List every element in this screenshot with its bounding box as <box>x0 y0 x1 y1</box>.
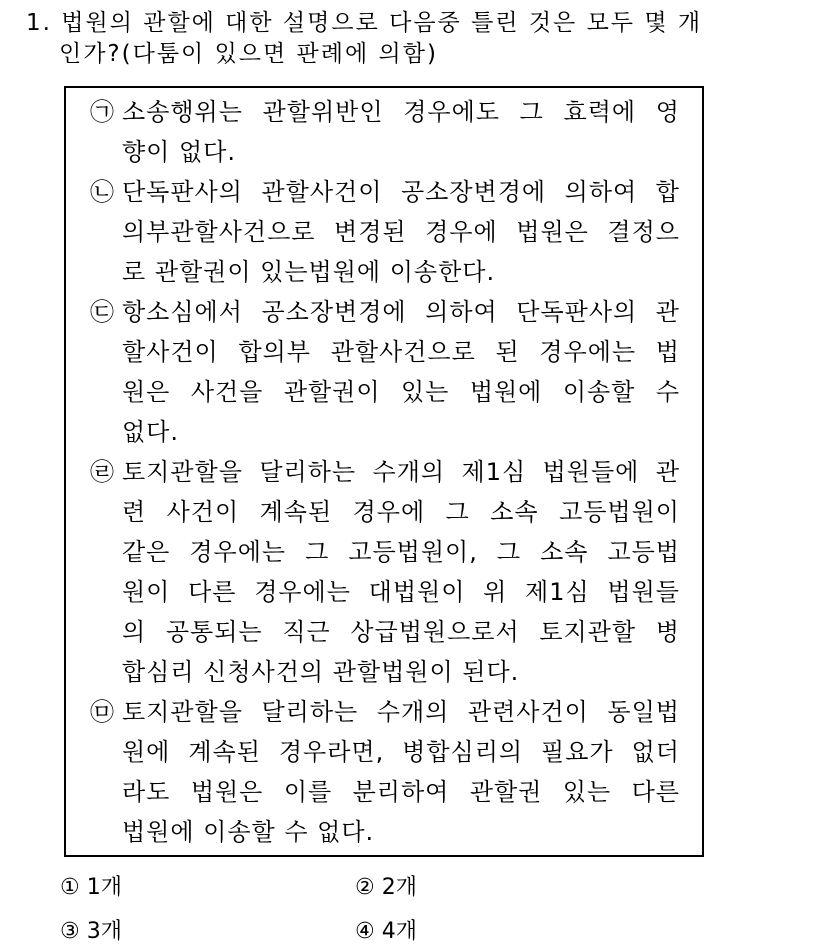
statement-text: 로 관할권이 있는법원에 이송한다. <box>122 258 496 286</box>
statement-line <box>90 652 680 692</box>
statement-text: 의부관할사건으로 변경된 경우에 법원은 결정으 <box>122 218 680 246</box>
statement-4 <box>90 452 680 692</box>
statement-marker: ㉡ <box>90 178 115 206</box>
statement-text: 의 공통되는 직근 상급법원으로서 토지관할 병 <box>122 618 680 646</box>
statement-line <box>90 692 680 732</box>
statement-text: 토지관할을 달리하는 수개의 관련사건이 동일법 <box>122 698 680 726</box>
statement-marker: ㉤ <box>90 698 115 726</box>
statement-text: 항소심에서 공소장변경에 의하여 단독판사의 관 <box>122 298 680 326</box>
statement-line <box>90 372 680 412</box>
statement-line <box>90 172 680 212</box>
statement-text: 같은 경우에는 그 고등법원이, 그 소속 고등법 <box>122 538 680 566</box>
statement-line <box>90 412 680 452</box>
statement-line <box>90 532 680 572</box>
statement-2 <box>90 172 680 292</box>
statement-text: 향이 없다. <box>122 138 236 166</box>
statement-line <box>90 92 680 132</box>
statement-line <box>90 292 680 332</box>
statement-text: 원은 사건을 관할권이 있는 법원에 이송할 수 <box>122 378 680 406</box>
statement-5 <box>90 692 680 852</box>
statement-marker: ㉣ <box>90 458 115 486</box>
statement-1 <box>90 92 680 172</box>
statement-text: 할사건이 합의부 관할사건으로 된 경우에는 법 <box>122 338 680 366</box>
choice-3[interactable]: ③ 3개 <box>60 919 122 944</box>
statement-line <box>90 252 680 292</box>
statement-marker: ㉢ <box>90 298 115 326</box>
question-stem <box>26 8 816 70</box>
statement-text: 원이 다른 경우에는 대법원이 위 제1심 법원들 <box>122 578 680 606</box>
statement-line <box>90 612 680 652</box>
choice-1[interactable]: ① 1개 <box>60 875 122 900</box>
statement-text: 련 사건이 계속된 경우에 그 소속 고등법원이 <box>122 498 680 526</box>
statement-text: 법원에 이송할 수 없다. <box>122 818 375 846</box>
statement-text: 원에 계속된 경우라면, 병합심리의 필요가 없더 <box>122 738 680 766</box>
statement-text: 단독판사의 관할사건이 공소장변경에 의하여 합 <box>122 178 680 206</box>
statement-text: 토지관할을 달리하는 수개의 제1심 법원들에 관 <box>122 458 680 486</box>
choice-4[interactable]: ④ 4개 <box>355 919 417 944</box>
question-line-1: 1. 법원의 관할에 대한 설명으로 다음중 틀린 것은 모두 몇 개 <box>26 10 703 36</box>
statements-box <box>64 86 704 857</box>
statement-text: 라도 법원은 이를 분리하여 관할권 있는 다른 <box>122 778 680 806</box>
choice-2[interactable]: ② 2개 <box>355 875 417 900</box>
question-line-2: 인가?(다툼이 있으면 판례에 의함) <box>59 41 438 67</box>
statement-3 <box>90 292 680 452</box>
statement-line <box>90 772 680 812</box>
statement-line <box>90 452 680 492</box>
statement-line <box>90 572 680 612</box>
statement-text: 소송행위는 관할위반인 경우에도 그 효력에 영 <box>122 98 680 126</box>
statement-line <box>90 212 680 252</box>
statement-line <box>90 492 680 532</box>
statement-line <box>90 132 680 172</box>
statement-line <box>90 812 680 852</box>
statement-line <box>90 332 680 372</box>
statement-marker: ㉠ <box>90 98 115 126</box>
statement-text: 합심리 신청사건의 관할법원이 된다. <box>122 658 520 686</box>
statement-text: 없다. <box>122 418 179 446</box>
statement-line <box>90 732 680 772</box>
